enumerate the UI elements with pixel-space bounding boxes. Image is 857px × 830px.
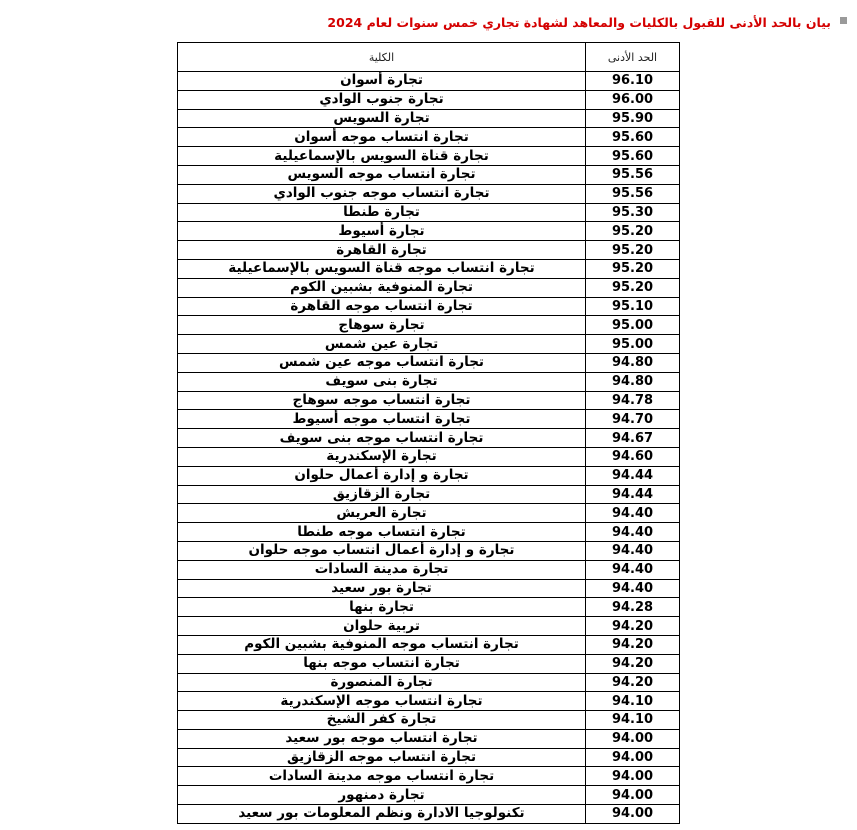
faculty-name-cell: تجارة سوهاج	[178, 316, 586, 335]
faculty-name-cell: تجارة انتساب موجه الإسكندرية	[178, 692, 586, 711]
table-row	[178, 109, 680, 128]
table-row	[178, 805, 680, 824]
table-row	[178, 673, 680, 692]
table-row	[178, 165, 680, 184]
min-score-cell: 94.00	[586, 729, 680, 748]
faculty-name-cell: تجارة انتساب موجه مدينة السادات	[178, 767, 586, 786]
table-row	[178, 598, 680, 617]
min-score-cell: 94.28	[586, 598, 680, 617]
document-header	[0, 15, 847, 30]
faculty-name-cell: تجارة انتساب موجه السويس	[178, 165, 586, 184]
faculty-name-cell: تجارة جنوب الوادي	[178, 90, 586, 109]
faculty-name-cell: تجارة و إدارة أعمال حلوان	[178, 466, 586, 485]
faculty-name-cell: تجارة العريش	[178, 504, 586, 523]
faculty-name-cell: تجارة الإسكندرية	[178, 447, 586, 466]
table-row	[178, 635, 680, 654]
min-score-cell: 94.40	[586, 560, 680, 579]
min-score-cell: 95.60	[586, 147, 680, 166]
min-score-cell: 94.20	[586, 617, 680, 636]
faculty-name-cell: تجارة القاهرة	[178, 241, 586, 260]
table-row	[178, 692, 680, 711]
min-score-cell: 94.00	[586, 748, 680, 767]
min-score-cell: 94.80	[586, 372, 680, 391]
table-row	[178, 447, 680, 466]
faculty-name-cell: تجارة كفر الشيخ	[178, 711, 586, 730]
min-score-cell: 94.40	[586, 504, 680, 523]
min-score-cell: 94.60	[586, 447, 680, 466]
min-score-cell: 94.00	[586, 805, 680, 824]
table-row	[178, 485, 680, 504]
min-score-cell: 94.00	[586, 767, 680, 786]
faculty-name-cell: تجارة مدينة السادات	[178, 560, 586, 579]
faculty-name-cell: تجارة انتساب موجه قناة السويس بالإسماعيلية	[178, 259, 586, 278]
admission-table	[177, 42, 680, 824]
min-score-cell: 94.78	[586, 391, 680, 410]
min-score-cell: 95.20	[586, 259, 680, 278]
faculty-name-cell: تجارة عين شمس	[178, 335, 586, 354]
table-row	[178, 316, 680, 335]
faculty-name-cell: تجارة انتساب موجه عين شمس	[178, 353, 586, 372]
table-row	[178, 353, 680, 372]
min-score-cell: 94.67	[586, 429, 680, 448]
min-score-cell: 95.60	[586, 128, 680, 147]
min-score-cell: 94.44	[586, 466, 680, 485]
table-row	[178, 222, 680, 241]
min-score-cell: 94.20	[586, 635, 680, 654]
table-row	[178, 560, 680, 579]
faculty-name-cell: تجارة انتساب موجه أسيوط	[178, 410, 586, 429]
table-row	[178, 72, 680, 91]
min-score-cell: 94.10	[586, 711, 680, 730]
table-row	[178, 711, 680, 730]
min-score-cell: 94.40	[586, 579, 680, 598]
faculty-name-cell: تجارة دمنهور	[178, 786, 586, 805]
table-row	[178, 523, 680, 542]
min-score-cell: 95.00	[586, 335, 680, 354]
min-score-cell: 94.40	[586, 541, 680, 560]
table-header-row	[178, 43, 680, 72]
square-bullet-icon	[840, 17, 847, 24]
table-row	[178, 729, 680, 748]
min-score-cell: 94.40	[586, 523, 680, 542]
faculty-name-cell: تجارة انتساب موجه سوهاج	[178, 391, 586, 410]
table-row	[178, 259, 680, 278]
faculty-name-cell: تجارة انتساب موجه بنها	[178, 654, 586, 673]
faculty-name-cell: تكنولوجيا الادارة ونظم المعلومات بور سعيد	[178, 805, 586, 824]
faculty-name-cell: تجارة أسيوط	[178, 222, 586, 241]
column-header-faculty: الكلية	[178, 43, 586, 72]
faculty-name-cell: تجارة الزقازيق	[178, 485, 586, 504]
table-row	[178, 297, 680, 316]
min-score-cell: 94.80	[586, 353, 680, 372]
faculty-name-cell: تجارة انتساب موجه طنطا	[178, 523, 586, 542]
faculty-name-cell: تجارة انتساب موجه القاهرة	[178, 297, 586, 316]
faculty-name-cell: تجارة انتساب موجه بور سعيد	[178, 729, 586, 748]
min-score-cell: 95.56	[586, 184, 680, 203]
faculty-name-cell: تجارة انتساب موجه جنوب الوادي	[178, 184, 586, 203]
faculty-name-cell: تجارة بور سعيد	[178, 579, 586, 598]
min-score-cell: 95.20	[586, 241, 680, 260]
min-score-cell: 95.10	[586, 297, 680, 316]
table-row	[178, 504, 680, 523]
table-row	[178, 767, 680, 786]
min-score-cell: 94.44	[586, 485, 680, 504]
faculty-name-cell: تجارة انتساب موجه بنى سويف	[178, 429, 586, 448]
table-row	[178, 429, 680, 448]
table-row	[178, 466, 680, 485]
faculty-name-cell: تجارة بنها	[178, 598, 586, 617]
table-row	[178, 579, 680, 598]
faculty-name-cell: تجارة أسوان	[178, 72, 586, 91]
table-row	[178, 335, 680, 354]
table-row	[178, 391, 680, 410]
table-row	[178, 241, 680, 260]
faculty-name-cell: تجارة و إدارة أعمال انتساب موجه حلوان	[178, 541, 586, 560]
min-score-cell: 94.10	[586, 692, 680, 711]
faculty-name-cell: تجارة قناة السويس بالإسماعيلية	[178, 147, 586, 166]
min-score-cell: 95.30	[586, 203, 680, 222]
table-row	[178, 372, 680, 391]
table-row	[178, 617, 680, 636]
table-row	[178, 748, 680, 767]
faculty-name-cell: تجارة المنصورة	[178, 673, 586, 692]
table-row	[178, 786, 680, 805]
min-score-cell: 95.56	[586, 165, 680, 184]
faculty-name-cell: تجارة انتساب موجه الزقازيق	[178, 748, 586, 767]
min-score-cell: 96.10	[586, 72, 680, 91]
table-body	[178, 72, 680, 824]
table-row	[178, 203, 680, 222]
min-score-cell: 94.20	[586, 673, 680, 692]
table-row	[178, 128, 680, 147]
min-score-cell: 95.20	[586, 222, 680, 241]
table-row	[178, 147, 680, 166]
table-row	[178, 541, 680, 560]
document-title: بيان بالحد الأدنى للقبول بالكليات والمعاهد لشهادة تجاري خمس سنوات لعام 2024	[327, 15, 831, 30]
faculty-name-cell: تربية حلوان	[178, 617, 586, 636]
faculty-name-cell: تجارة المنوفية بشبين الكوم	[178, 278, 586, 297]
min-score-cell: 96.00	[586, 90, 680, 109]
faculty-name-cell: تجارة السويس	[178, 109, 586, 128]
table-row	[178, 278, 680, 297]
faculty-name-cell: تجارة انتساب موجه أسوان	[178, 128, 586, 147]
column-header-min: الحد الأدنى	[586, 43, 680, 72]
table-row	[178, 654, 680, 673]
min-score-cell: 95.00	[586, 316, 680, 335]
faculty-name-cell: تجارة انتساب موجه المنوفية بشبين الكوم	[178, 635, 586, 654]
min-score-cell: 94.20	[586, 654, 680, 673]
faculty-name-cell: تجارة طنطا	[178, 203, 586, 222]
min-score-cell: 95.90	[586, 109, 680, 128]
min-score-cell: 95.20	[586, 278, 680, 297]
table-row	[178, 90, 680, 109]
min-score-cell: 94.00	[586, 786, 680, 805]
table-row	[178, 410, 680, 429]
faculty-name-cell: تجارة بنى سويف	[178, 372, 586, 391]
table-row	[178, 184, 680, 203]
min-score-cell: 94.70	[586, 410, 680, 429]
